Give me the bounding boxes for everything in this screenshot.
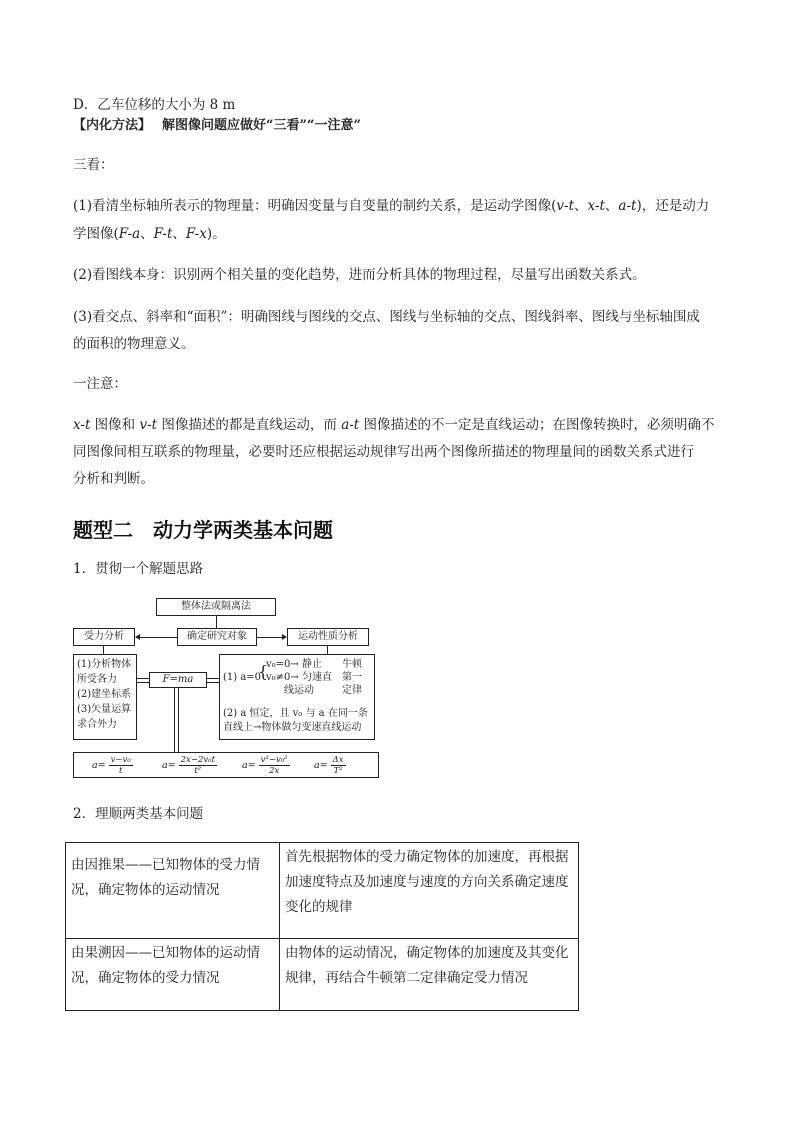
flow-connector bbox=[103, 646, 104, 654]
san-kan-label: 三看： bbox=[73, 157, 114, 173]
flow-connector bbox=[137, 682, 149, 683]
item-3-line-1: (3)看交点、斜率和“面积”：明确图线与图线的交点、图线与坐标轴的交点、图线斜率、图线与坐标轴围成 bbox=[73, 309, 700, 325]
section-title: 题型二 动力学两类基本问题 bbox=[73, 518, 333, 542]
flow-connector bbox=[207, 678, 219, 679]
option-d: D．乙车位移的大小为 8 m bbox=[73, 97, 236, 113]
table-cell: 由物体的运动情况，确定物体的加速度及其变化规律，再结合牛顿第二定律确定受力情况 bbox=[280, 939, 579, 1011]
flow-left-detail: (1)分析物体 所受各力 (2)建坐标系 (3)矢量运算 求合外力 bbox=[73, 654, 137, 740]
table-cell: 由因推果——已知物体的受力情况，确定物体的运动情况 bbox=[66, 843, 280, 939]
flow-connector bbox=[257, 637, 283, 638]
flow-right-detail: (1) a=0 { v₀=0→ 静止 v₀≠0→ 匀速直 线运动 牛顿 第一 定律 (2) a 恒定，且 v₀ 与 a 在同一条 直线上→物体做匀变速直线运动 bbox=[219, 654, 375, 740]
flow-arrowhead bbox=[135, 634, 140, 640]
formula-1: a= $\frac{\text{v−v₀}}{t}$ bbox=[92, 755, 131, 776]
flow-connector bbox=[174, 688, 175, 752]
table-cell: 首先根据物体的受力确定物体的加速度，再根据加速度特点及加速度与速度的方向关系确定速度变化的规律 bbox=[280, 843, 579, 939]
table-row bbox=[66, 939, 579, 1011]
item-1-line-2: 学图像(F-a、F-t、F-x)。 bbox=[73, 226, 226, 242]
note-line-3: 分析和判断。 bbox=[73, 471, 154, 487]
solution-flowchart bbox=[73, 598, 379, 780]
flow-connector bbox=[207, 682, 219, 683]
flow-top-box: 整体法或隔离法 bbox=[156, 598, 276, 616]
flow-connector bbox=[178, 688, 179, 752]
method-title: 解图像问题应做好“三看”“一注意” bbox=[162, 118, 361, 133]
flow-connector bbox=[139, 637, 177, 638]
flow-right-box: 运动性质分析 bbox=[287, 628, 369, 646]
subheading-1: 1．贯彻一个解题思路 bbox=[73, 561, 204, 577]
subheading-2: 2．理顺两类基本问题 bbox=[73, 806, 204, 822]
flow-connector bbox=[137, 678, 149, 679]
flow-fma-box: F=ma bbox=[149, 672, 207, 688]
note-line-2: 同图像间相互联系的物理量，必要时还应根据运动规律写出两个图像所描述的物理量间的函数关系式进行 bbox=[73, 444, 694, 460]
note-line-1: x-t 图像和 v-t 图像描述的都是直线运动，而 a-t 图像描述的不一定是直线运动；在图像转换时，必须明确不 bbox=[73, 417, 715, 433]
method-tag: 【内化方法】 bbox=[73, 118, 145, 133]
yi-zhuyi-label: 一注意： bbox=[73, 376, 127, 392]
flow-arrowhead bbox=[282, 634, 287, 640]
formula-4: a= $\frac{\Delta x}{\text{T²}}$ bbox=[314, 755, 344, 776]
flow-formula-row bbox=[73, 752, 379, 778]
table-cell: 由果溯因——已知物体的运动情况，确定物体的受力情况 bbox=[66, 939, 280, 1011]
method-heading bbox=[73, 111, 725, 141]
two-problem-table bbox=[65, 842, 579, 1011]
item-3-line-2: 的面积的物理意义。 bbox=[73, 336, 195, 352]
flow-left-box: 受力分析 bbox=[73, 628, 135, 646]
formula-2: a= $\frac{\text{2x−2v₀t}}{\text{t²}}$ bbox=[162, 755, 215, 776]
item-1-line-1: (1)看清坐标轴所表示的物理量：明确因变量与自变量的制约关系，是运动学图像(v-t、x-t、a-t)，还是动力 bbox=[73, 198, 710, 214]
table-row bbox=[66, 843, 579, 939]
flow-connector bbox=[327, 646, 328, 654]
brace: { bbox=[258, 662, 269, 681]
flow-connector bbox=[216, 616, 217, 628]
item-2: (2)看图线本身：识别两个相关量的变化趋势，进而分析具体的物理过程，尽量写出函数关系式。 bbox=[73, 267, 646, 283]
formula-3: a= $\frac{\text{v²−v₀²}}{2x}$ bbox=[242, 755, 288, 776]
flow-center-box: 确定研究对象 bbox=[177, 628, 257, 646]
